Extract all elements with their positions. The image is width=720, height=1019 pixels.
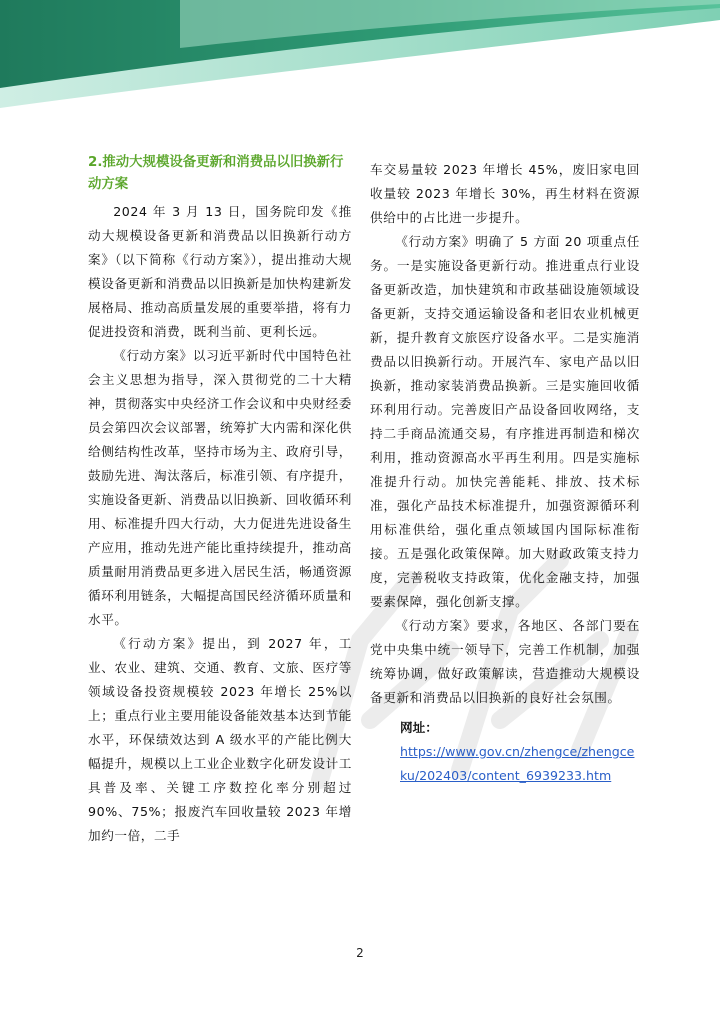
section-heading: 2.推动大规模设备更新和消费品以旧换新行动方案 xyxy=(88,155,344,192)
paragraph: 《行动方案》明确了 5 方面 20 项重点任务。一是实施设备更新行动。推进重点行业设备更新改造，加快建筑和市政基础设施领域设备更新，支持交通运输设备和老旧农业机械更新，提升教育文旅医疗设备水平。二是实施消费品以旧换新行动。开展汽车、家电产品以旧换新，推动家装消费品换新。三是实施回收循环利用行动。完善废旧产品设备回收网络，支持二手商品流通交易，有序推进再制造和梯次利用，推动资源高水平再生利用。四是实施标准提升行动。加快完善能耗、排放、技术标准，强化产品技术标准提升，加强资源循环利用标准供给，强化重点领域国内国际标准衔接。五是强化政策保障。加大财政政策支持力度，完善税收支持政策，优化金融支持，加强要素保障，强化创新支撑。 xyxy=(370,234,640,609)
page-number: 2 xyxy=(356,946,364,960)
paragraph: 《行动方案》提出，到 2027 年，工业、农业、建筑、交通、教育、文旅、医疗等领域设备投资规模较 2023 年增长 25%以上；重点行业主要用能设备能效基本达到节能水平，环保绩效达到 A 级水平的产能比例大幅提升，规模以上工业企业数字化研发设计工具普及率、关键工序数控化率分别超过 90%、75%；报废汽车回收量较 2023 年增加约一倍，二手 xyxy=(88,636,352,843)
left-column xyxy=(88,152,352,848)
paragraph: 《行动方案》要求，各地区、各部门要在党中央集中统一领导下，完善工作机制，加强统筹协调，做好政策解读，营造推动大规模设备更新和消费品以旧换新的良好社会氛围。 xyxy=(370,618,640,705)
right-column xyxy=(370,158,640,788)
paragraph: 2024 年 3 月 13 日，国务院印发《推动大规模设备更新和消费品以旧换新行动方案》（以下简称《行动方案》），提出推动大规模设备更新和消费品以旧换新是加快构建新发展格局、推动高质量发展的重要举措，将有力促进投资和消费，既利当前、更利长远。 xyxy=(88,204,352,339)
web-url-link[interactable]: https://www.gov.cn/zhengce/zhengceku/202403/content_6939233.htm xyxy=(400,744,635,783)
paragraph: 《行动方案》以习近平新时代中国特色社会主义思想为指导，深入贯彻党的二十大精神，贯彻落实中央经济工作会议和中央财经委员会第四次会议部署，统筹扩大内需和深化供给侧结构性改革，坚持市场为主、政府引导，鼓励先进、淘汰落后，标准引领、有序提升，实施设备更新、消费品以旧换新、回收循环利用、标准提升四大行动，大力促进先进设备生产应用，推动先进产能比重持续提升，推动高质量耐用消费品更多进入居民生活，畅通资源循环利用链条，大幅提高国民经济循环质量和水平。 xyxy=(88,348,352,627)
paragraph-continuation: 车交易量较 2023 年增长 45%，废旧家电回收量较 2023 年增长 30%，再生材料在资源供给中的占比进一步提升。 xyxy=(370,162,640,225)
web-label: 网址： xyxy=(400,720,438,735)
